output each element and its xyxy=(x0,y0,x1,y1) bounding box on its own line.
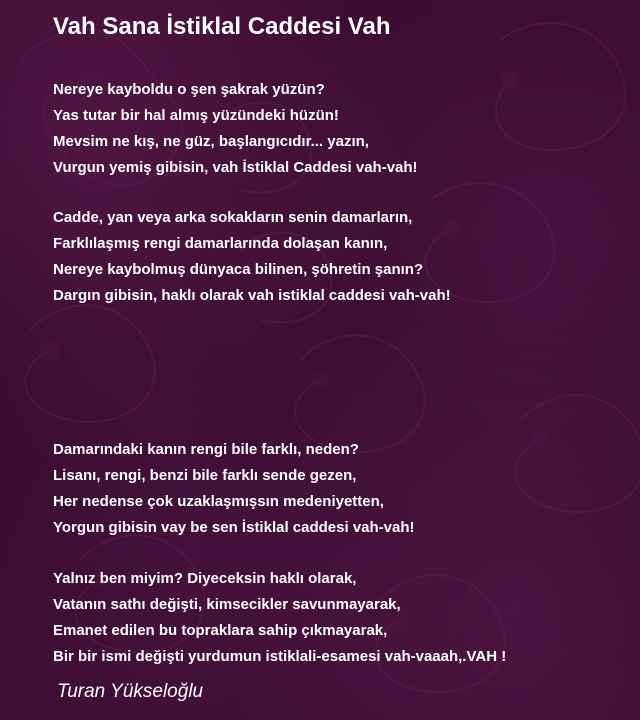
poem-line: Emanet edilen bu topraklara sahip çıkmayarak, xyxy=(53,622,388,639)
stanza-3 xyxy=(53,437,415,541)
poem-line: Farklılaşmış rengi damarlarında dolaşan kanın, xyxy=(53,235,388,252)
poem-line: Nereye kayboldu o şen şakrak yüzün? xyxy=(53,81,325,98)
poem-line: Yorgun gibisin vay be sen İstiklal caddesi vah-vah! xyxy=(53,519,415,536)
poem-line: Mevsim ne kış, ne güz, başlangıcıdır... yazın, xyxy=(53,133,369,150)
poem-line: Damarındaki kanın rengi bile farklı, neden? xyxy=(53,441,359,458)
poem-line: Bir bir ismi değişti yurdumun istiklali-esamesi vah-vaaah,.VAH ! xyxy=(53,648,507,665)
poem-line: Cadde, yan veya arka sokakların senin damarların, xyxy=(53,209,413,226)
poem-line: Yalnız ben miyim? Diyeceksin haklı olarak, xyxy=(53,570,357,587)
stanza-4 xyxy=(53,566,506,670)
poem-line: Vurgun yemiş gibisin, vah İstiklal Caddesi vah-vah! xyxy=(53,159,418,176)
poem-line: Yas tutar bir hal almış yüzündeki hüzün! xyxy=(53,107,339,124)
poem-title: Vah Sana İstiklal Caddesi Vah xyxy=(53,13,391,40)
stanza-2 xyxy=(53,205,451,309)
poem-author: Turan Yükseloğlu xyxy=(57,681,204,702)
poem-line: Her nedense çok uzaklaşmışsın medeniyetten, xyxy=(53,493,384,510)
poem-line: Nereye kaybolmuş dünyaca bilinen, şöhretin şanın? xyxy=(53,261,424,278)
poem-line: Vatanın sathı değişti, kimsecikler savunmayarak, xyxy=(53,596,401,613)
poem-line: Lisanı, rengi, benzi bile farklı sende gezen, xyxy=(53,467,357,484)
stanza-1 xyxy=(53,77,418,181)
poem-line: Dargın gibisin, haklı olarak vah istiklal caddesi vah-vah! xyxy=(53,287,451,304)
